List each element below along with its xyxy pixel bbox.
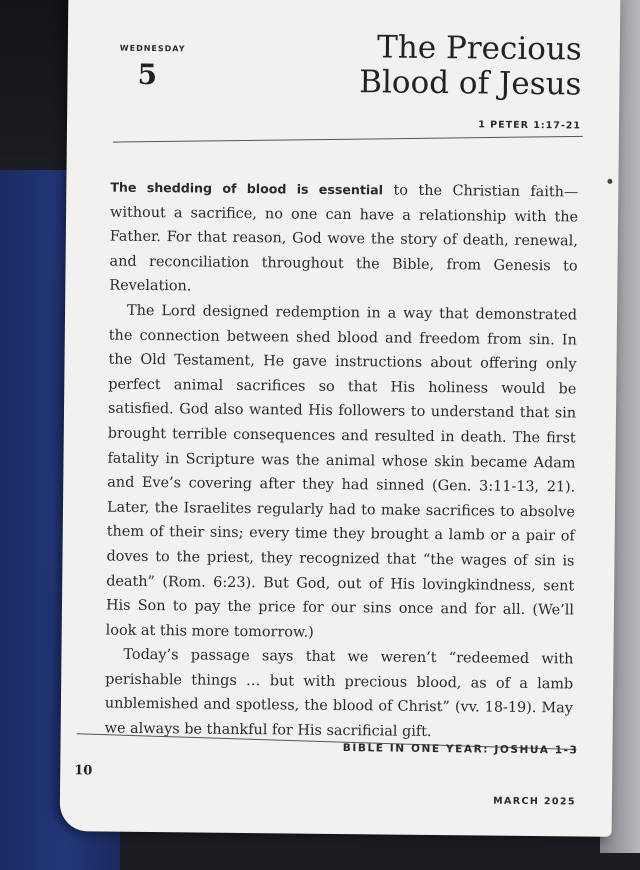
devotional-body	[105, 176, 579, 747]
scripture-reference: 1 PETER 1:17-21	[478, 119, 582, 132]
page-title	[281, 29, 582, 102]
day-name: WEDNESDAY	[119, 43, 186, 54]
paragraph-1	[109, 176, 578, 304]
title-line-1: The Precious	[376, 29, 583, 68]
bible-in-one-year: BIBLE IN ONE YEAR: JOSHUA 1-3	[342, 742, 579, 757]
header-divider	[113, 136, 583, 143]
page-number: 10	[74, 763, 93, 779]
binding-hole	[607, 179, 612, 184]
day-number: 5	[137, 57, 158, 92]
title-line-2: Blood of Jesus	[359, 64, 582, 103]
paragraph-3: Today’s passage says that we weren’t “redeemed with perishable things … but with precious blood, as of a lamb unblemished and spotless, the blood of Christ” (vv. 18-19). May we always be thankful for His sacrificial gift.	[104, 647, 574, 741]
lead-phrase: The shedding of blood is essential	[110, 179, 384, 198]
paragraph-2: The Lord designed redemption in a way that demonstrated the connection between shed blood and freedom from sin. In the Old Testament, He gave instructions about offering only perfect animal sacrifices so that His holiness would be satisfied. God also wanted His followers to understand that sin brought terrible consequences and resulted in death. The first fatality in Scripture was the animal whose skin became Adam and Eve’s covering after they had sinned (Gen. 3:11-13, 21). Later, the Israelites regularly had to make sacrifices to absolve them of their sins; every time they brought a lamb or a pair of doves to the priest, they recognized that “the wages of sin is death” (Rom. 6:23). But God, out of His lovingkindness, sent His Son to pay the price for our sins once and for all. (We’ll look at this more tomorrow.)	[105, 302, 578, 641]
paragraph-1-text: to the Christian faith—without a sacrifice, no one can have a relationship with the Father. For that reason, God wove the story of death, renewal, and reconciliation throughout the Bible, from Genesis to Revelation.	[109, 182, 579, 295]
booklet-page	[60, 0, 621, 837]
month-year: MARCH 2025	[493, 795, 577, 808]
